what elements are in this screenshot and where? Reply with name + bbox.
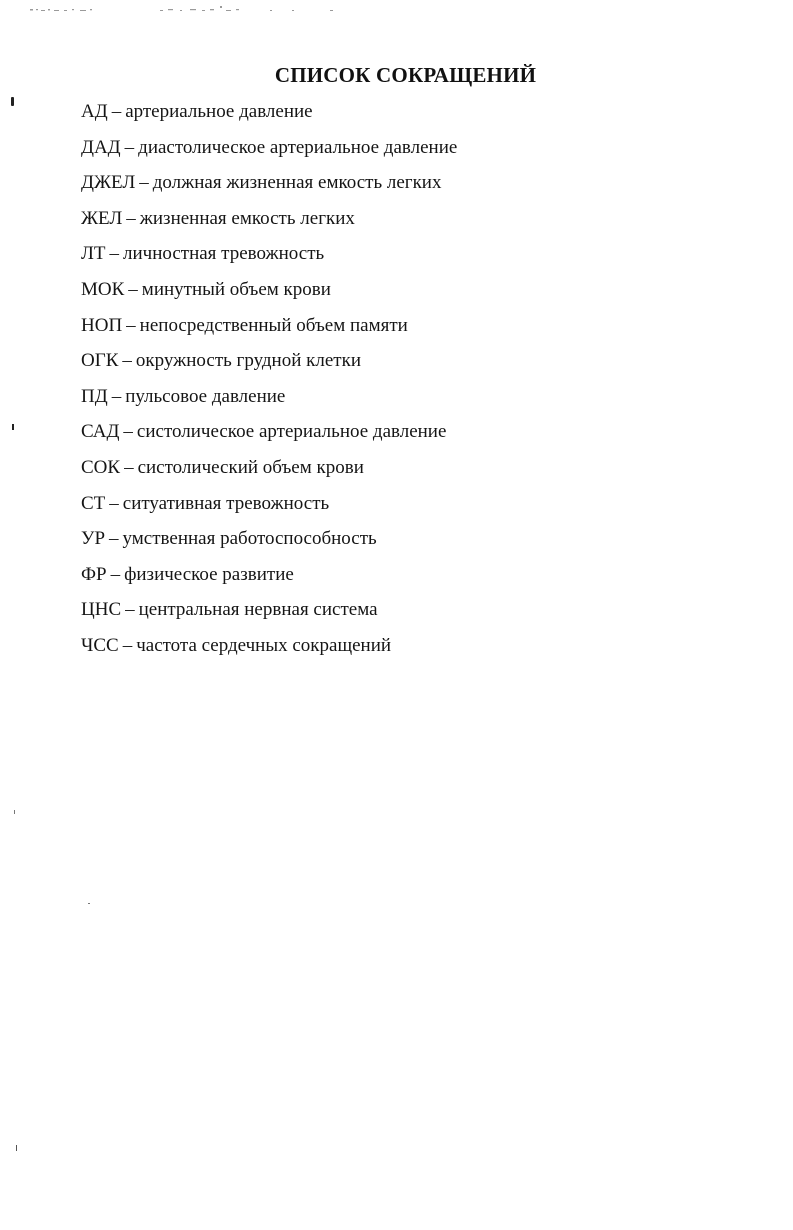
abbreviation-term: СТ (81, 492, 106, 514)
abbreviation-definition: систолический объем крови (137, 456, 364, 478)
abbreviation-list (81, 97, 457, 667)
abbreviation-term: АД (81, 101, 108, 122)
abbreviation-definition: систолическое артериальное давление (136, 421, 447, 443)
abbreviation-term: ФР (81, 563, 107, 585)
abbreviation-entry (81, 382, 457, 418)
abbreviation-entry (81, 204, 457, 240)
abbreviation-dash: – (123, 421, 133, 443)
abbreviation-definition: диастолическое артериальное давление (138, 136, 458, 158)
abbreviation-dash: – (125, 599, 135, 621)
abbreviation-dash: – (109, 528, 119, 550)
abbreviation-definition: центральная нервная система (138, 599, 378, 621)
scan-artifact (30, 4, 370, 16)
page-title: СПИСОК СОКРАЩЕНИЙ (274, 63, 537, 87)
abbreviation-term: ЧСС (81, 634, 119, 656)
abbreviation-entry (81, 560, 457, 596)
abbreviation-entry (81, 453, 457, 489)
abbreviation-definition: пульсовое давление (125, 385, 286, 407)
abbreviation-entry (81, 239, 457, 275)
abbreviation-dash: – (110, 563, 121, 585)
abbreviation-term: ЖЕЛ (81, 207, 123, 229)
abbreviation-entry (81, 346, 457, 382)
abbreviation-definition: личностная тревожность (123, 243, 325, 265)
abbreviation-entry (81, 311, 457, 347)
abbreviation-dash: – (111, 101, 122, 122)
abbreviation-dash: – (139, 172, 149, 194)
scan-mark (88, 903, 90, 904)
abbreviation-definition: минутный объем крови (141, 278, 331, 300)
abbreviation-term: СОК (81, 456, 121, 478)
abbreviation-entry (81, 631, 457, 667)
scan-mark (12, 424, 14, 430)
abbreviation-entry (81, 168, 457, 204)
abbreviation-term: УР (81, 528, 106, 550)
abbreviation-term: ОГК (81, 350, 119, 372)
abbreviation-entry (81, 489, 457, 525)
scan-mark (11, 97, 14, 106)
abbreviation-entry (81, 524, 457, 560)
abbreviation-dash: – (109, 243, 119, 265)
abbreviation-dash: – (126, 314, 136, 336)
abbreviation-entry (81, 97, 457, 133)
abbreviation-definition: жизненная емкость легких (139, 207, 355, 229)
scan-mark (16, 1145, 17, 1151)
abbreviation-dash: – (124, 456, 134, 478)
abbreviation-definition: ситуативная тревожность (122, 492, 330, 514)
abbreviation-entry (81, 275, 457, 311)
abbreviation-definition: умственная работоспособность (122, 528, 377, 550)
abbreviation-definition: физическое развитие (124, 563, 294, 585)
abbreviation-definition: артериальное давление (125, 101, 313, 122)
abbreviation-term: ДАД (81, 136, 121, 158)
abbreviation-entry (81, 133, 457, 169)
abbreviation-dash: – (111, 385, 122, 407)
abbreviation-term: САД (81, 421, 120, 443)
abbreviation-dash: – (128, 278, 138, 300)
abbreviation-term: МОК (81, 278, 125, 300)
abbreviation-term: ДЖЕЛ (81, 172, 136, 194)
abbreviation-dash: – (122, 634, 133, 656)
scan-mark (14, 810, 15, 814)
abbreviation-definition: должная жизненная емкость легких (152, 172, 442, 194)
abbreviation-dash: – (109, 492, 119, 514)
abbreviation-entry (81, 417, 457, 453)
abbreviation-term: ЦНС (81, 599, 122, 621)
abbreviation-term: ПД (81, 385, 108, 407)
abbreviation-dash: – (126, 207, 136, 229)
abbreviation-definition: частота сердечных сокращений (136, 634, 392, 656)
abbreviation-term: НОП (81, 314, 123, 336)
abbreviation-term: ЛТ (81, 243, 106, 265)
abbreviation-dash: – (122, 350, 132, 372)
abbreviation-entry (81, 595, 457, 631)
abbreviation-definition: непосредственный объем памяти (139, 314, 408, 336)
abbreviation-dash: – (124, 136, 135, 158)
abbreviation-definition: окружность грудной клетки (135, 350, 361, 372)
